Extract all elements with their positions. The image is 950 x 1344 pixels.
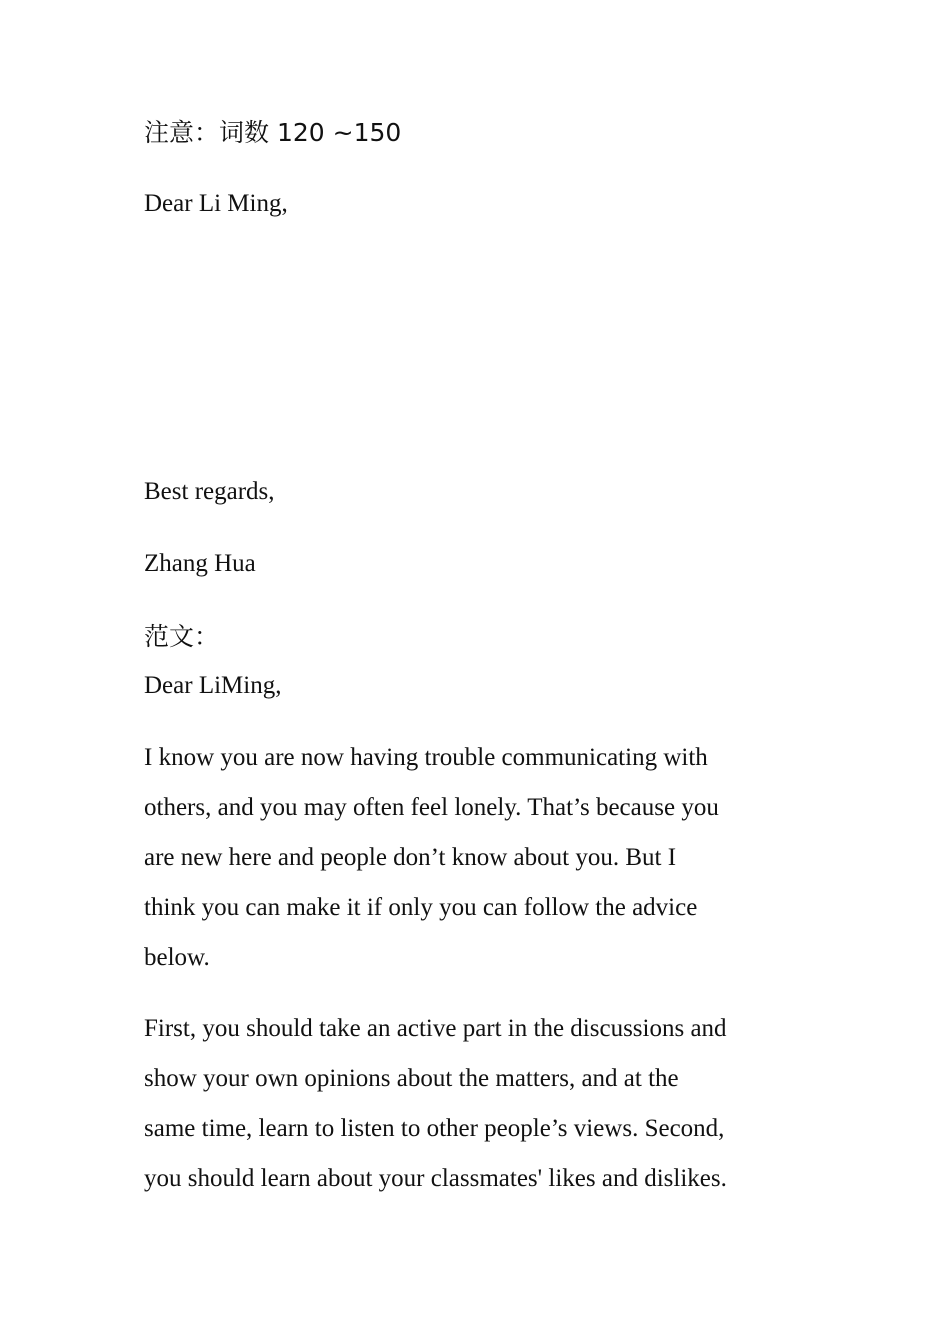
paragraph-line: I know you are now having trouble communicating with: [144, 744, 708, 771]
note-label: 注意：: [144, 118, 220, 147]
template-signature: Zhang Hua: [144, 550, 256, 577]
paragraph-line: are new here and people don’t know about you. But I: [144, 844, 677, 871]
paragraph-line: others, and you may often feel lonely. That’s because you: [144, 794, 719, 821]
sample-heading: 范文：: [144, 622, 220, 651]
paragraph-line: you should learn about your classmates' likes and dislikes.: [144, 1165, 727, 1192]
note-text: 词数 120 ~150: [219, 118, 402, 147]
paragraph-line: First, you should take an active part in the discussions and: [144, 1015, 727, 1042]
paragraph-line: below.: [144, 944, 210, 971]
template-salutation: Dear Li Ming,: [144, 190, 288, 217]
word-count-note: [144, 118, 401, 149]
paragraph-line: same time, learn to listen to other people’s views. Second,: [144, 1115, 725, 1142]
sample-salutation: Dear LiMing,: [144, 672, 282, 699]
template-closing: Best regards,: [144, 478, 275, 505]
paragraph-line: show your own opinions about the matters, and at the: [144, 1065, 679, 1092]
sample-paragraph-2: [144, 1004, 809, 1204]
sample-paragraph-1: [144, 733, 809, 983]
paragraph-line: think you can make it if only you can follow the advice: [144, 894, 698, 921]
